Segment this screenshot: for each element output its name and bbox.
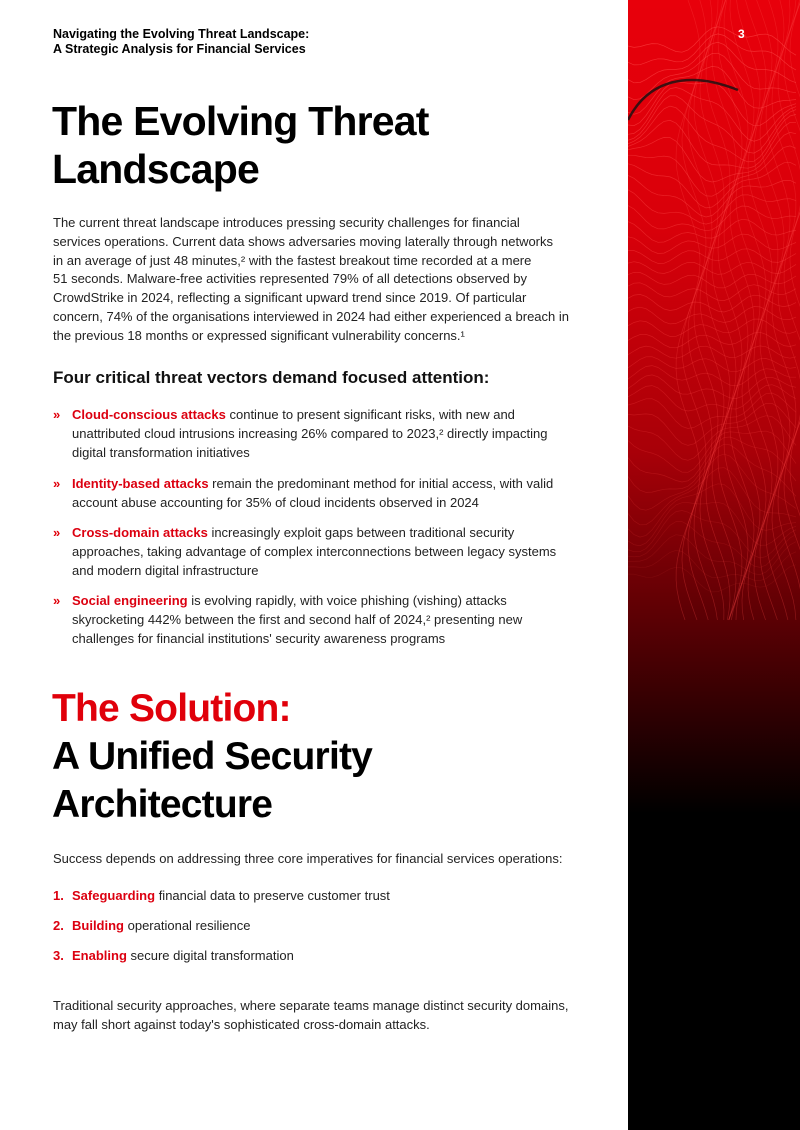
paragraph-line: concern, 74% of the organisations interviewed in 2024 had either experienced a breach in [53,308,570,324]
double-chevron-icon: » [53,593,61,608]
paragraph-line: services operations. Current data shows adversaries moving laterally through networks [53,233,554,249]
mesh-line [628,332,796,348]
paragraph-line: The current threat landscape introduces pressing security challenges for financial [53,215,520,230]
double-chevron-icon: » [53,525,61,540]
list-term: Building [72,918,124,933]
paragraph-line: the previous 18 months or expressed significant vulnerability concerns.¹ [53,327,465,343]
bullet-term: Social engineering [72,593,188,608]
mesh-line [628,565,796,592]
bullet-text: account abuse accounting for 35% of cloud incidents observed in 2024 [72,494,479,510]
paragraph-line: Traditional security approaches, where separate teams manage distinct security domains, [53,998,569,1013]
mesh-line [784,0,800,620]
bullet-text: and modern digital infrastructure [72,562,259,578]
mesh-line [628,502,796,545]
bullet-text: approaches, taking advantage of complex interconnections between legacy systems [72,543,557,559]
bullet-term: Identity-based attacks [72,476,209,491]
bullet-term: Cloud-conscious attacks [72,407,226,422]
list-text: financial data to preserve customer trust [155,888,390,903]
solution-intro-paragraph [53,850,562,869]
list-text: operational resilience [124,918,251,933]
heading-line: A Unified Security [52,735,373,778]
list-number: 3. [53,948,64,963]
list-number: 1. [53,888,64,903]
double-chevron-icon: » [53,407,61,422]
bullet-text: continue to present significant risks, with new and [225,407,515,422]
mesh-line [628,319,796,336]
heading-line: Architecture [52,783,273,826]
bullet-text: skyrocketing 442% between the first and second half of 2024,² presenting new [72,611,523,627]
bullet-text: is evolving rapidly, with voice phishing (vishing) attacks [187,593,507,608]
bullet-term: Cross-domain attacks [72,525,208,540]
bullet-text: increasingly exploit gaps between traditional security [207,525,515,540]
wave-mesh-graphic [628,0,800,1130]
paragraph-line: may fall short against today's sophisticated cross-domain attacks. [53,1016,430,1032]
bullet-text: unattributed cloud intrusions increasing 26% compared to 2023,² directly impacting [72,425,548,441]
paragraph-line: 51 seconds. Malware-free activities represented 79% of all detections observed by [53,271,528,287]
mesh-line [628,393,796,429]
list-number: 2. [53,918,64,933]
section-heading-threat-landscape [52,97,429,193]
mesh-line [628,385,796,411]
page-number: 3 [738,27,745,41]
decorative-side-artwork [628,0,800,1130]
list-text: secure digital transformation [126,948,294,963]
paragraph-line: CrowdStrike in 2024, reflecting a significant upward trend since 2019. Of particular [53,290,527,306]
heading-line: Landscape [52,146,259,192]
heading-line-accent: The Solution: [52,687,291,730]
mesh-line [778,0,800,620]
mesh-line [628,307,796,324]
mesh-line [694,0,718,620]
bullet-text: challenges for financial institutions' security awareness programs [72,630,446,646]
intro-paragraph [53,214,569,346]
heading-line: The Evolving Threat [52,98,429,144]
mesh-line [628,234,796,253]
double-chevron-icon: » [53,476,61,491]
paragraph-line: Success depends on addressing three core imperatives for financial services operations: [53,851,563,866]
bullet-text: remain the predominant method for initial access, with valid [208,476,554,491]
bullet-text: digital transformation initiatives [72,444,250,460]
list-term: Enabling [72,948,127,963]
mesh-line [790,0,800,620]
running-title-line: A Strategic Analysis for Financial Services [53,42,306,56]
mesh-line [724,0,748,620]
paragraph-line: in an average of just 48 minutes,² with the fastest breakout time recorded at a mere [53,252,532,268]
list-term: Safeguarding [72,888,156,903]
vectors-subheading: Four critical threat vectors demand focused attention: [53,368,490,387]
running-title-line: Navigating the Evolving Threat Landscape: [53,27,310,41]
closing-paragraph [53,997,568,1035]
section-heading-solution [52,685,372,829]
running-header [53,27,309,57]
mesh-line [628,366,796,386]
